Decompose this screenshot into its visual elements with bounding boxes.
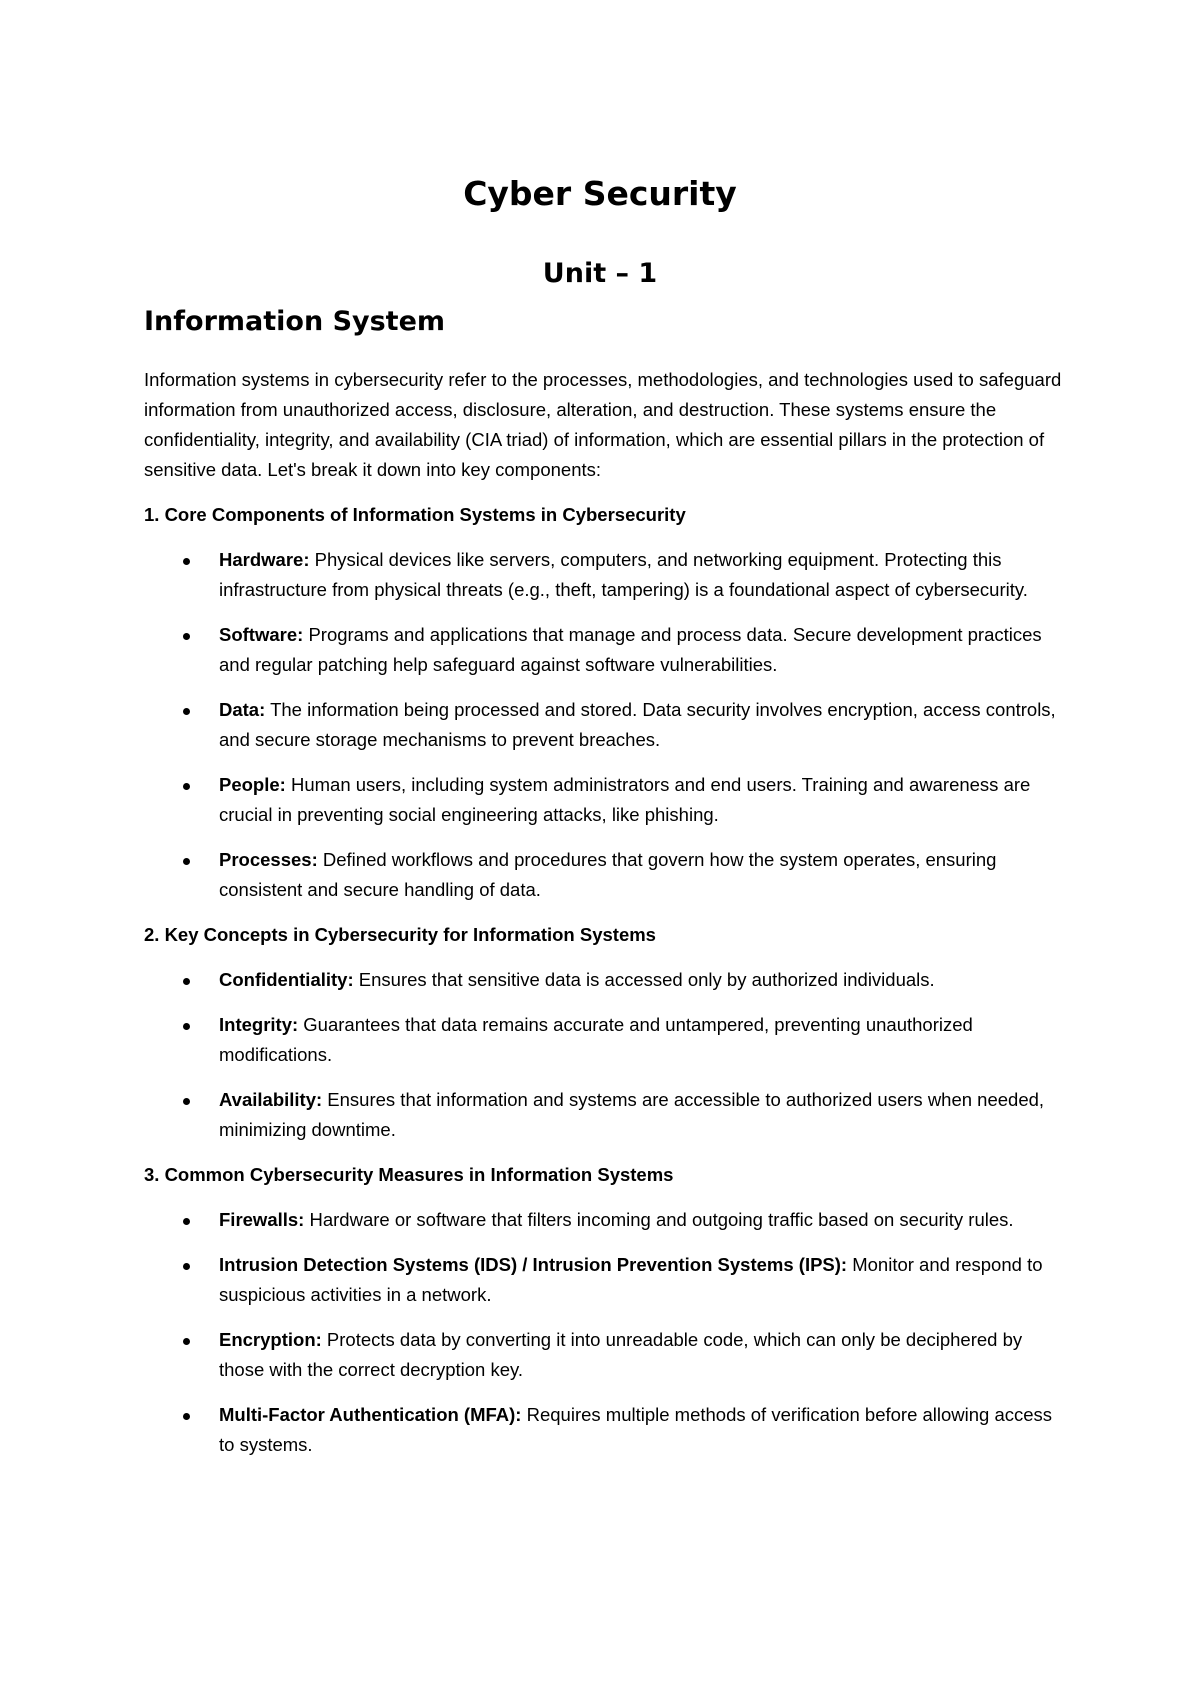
subheading-common-measures: 3. Common Cybersecurity Measures in Information Systems	[144, 1164, 674, 1185]
bullet-icon	[183, 633, 190, 640]
list-item	[144, 1205, 1064, 1235]
bullet-icon	[183, 708, 190, 715]
item-term: Hardware:	[219, 549, 310, 570]
common-measures-list	[144, 1205, 1064, 1460]
item-text: Guarantees that data remains accurate and untampered, preventing unauthorized modifications.	[219, 1014, 973, 1065]
list-item	[144, 545, 1064, 605]
bullet-icon	[183, 783, 190, 790]
list-item	[144, 1325, 1064, 1385]
item-term: Confidentiality:	[219, 969, 354, 990]
item-term: Availability:	[219, 1089, 323, 1110]
document-title: Cyber Security	[463, 174, 737, 213]
bullet-icon	[183, 1098, 190, 1105]
item-text: Physical devices like servers, computers, and networking equipment. Protecting this infrastructure from physical threats (e.g., theft, tampering) is a foundational aspect of cybersecurity.	[219, 549, 1028, 600]
item-term: Data:	[219, 699, 266, 720]
item-term: Integrity:	[219, 1014, 299, 1035]
list-item	[144, 1400, 1064, 1460]
item-term: People:	[219, 774, 286, 795]
item-text: Human users, including system administrators and end users. Training and awareness are crucial in preventing social engineering attacks, like phishing.	[219, 774, 1031, 825]
key-concepts-list	[144, 965, 1064, 1145]
list-item	[144, 1085, 1064, 1145]
list-item	[144, 1250, 1064, 1310]
unit-title: Unit – 1	[542, 258, 658, 289]
core-components-list	[144, 545, 1064, 905]
item-term: Encryption:	[219, 1329, 322, 1350]
bullet-icon	[183, 1263, 190, 1270]
document-body	[144, 365, 1064, 1475]
item-term: Multi-Factor Authentication (MFA):	[219, 1404, 522, 1425]
item-text: Programs and applications that manage and process data. Secure development practices and regular patching help safeguard against software vulnerabilities.	[219, 624, 1042, 675]
item-text: Defined workflows and procedures that govern how the system operates, ensuring consistent and secure handling of data.	[219, 849, 997, 900]
item-term: Processes:	[219, 849, 318, 870]
bullet-icon	[183, 1218, 190, 1225]
item-text: Ensures that sensitive data is accessed only by authorized individuals.	[358, 969, 935, 990]
item-term: Firewalls:	[219, 1209, 305, 1230]
bullet-icon	[183, 558, 190, 565]
item-text: Monitor and respond to suspicious activities in a network.	[219, 1254, 1043, 1305]
item-text: The information being processed and stored. Data security involves encryption, access controls, and secure storage mechanisms to prevent breaches.	[219, 699, 1056, 750]
bullet-icon	[183, 1023, 190, 1030]
list-item	[144, 695, 1064, 755]
subheading-key-concepts: 2. Key Concepts in Cybersecurity for Information Systems	[144, 924, 656, 945]
bullet-icon	[183, 978, 190, 985]
list-item	[144, 845, 1064, 905]
subheading-core-components: 1. Core Components of Information Systems in Cybersecurity	[144, 504, 686, 525]
item-text: Hardware or software that filters incoming and outgoing traffic based on security rules.	[309, 1209, 1014, 1230]
list-item	[144, 1010, 1064, 1070]
bullet-icon	[183, 1338, 190, 1345]
list-item	[144, 965, 1064, 995]
bullet-icon	[183, 858, 190, 865]
item-term: Intrusion Detection Systems (IDS) / Intrusion Prevention Systems (IPS):	[219, 1254, 848, 1275]
section-title: Information System	[144, 306, 446, 337]
item-text: Ensures that information and systems are accessible to authorized users when needed, minimizing downtime.	[219, 1089, 1045, 1140]
item-term: Software:	[219, 624, 304, 645]
list-item	[144, 620, 1064, 680]
item-text: Protects data by converting it into unreadable code, which can only be deciphered by those with the correct decryption key.	[219, 1329, 1023, 1380]
list-item	[144, 770, 1064, 830]
item-text: Requires multiple methods of verification before allowing access to systems.	[219, 1404, 1053, 1455]
intro-paragraph: Information systems in cybersecurity refer to the processes, methodologies, and technologies used to safeguard information from unauthorized access, disclosure, alteration, and destruction. These systems ensure the confidentiality, integrity, and availability (CIA triad) of information, which are essential pillars in the protection of sensitive data. Let's break it down into key components:	[144, 369, 1062, 480]
bullet-icon	[183, 1413, 190, 1420]
